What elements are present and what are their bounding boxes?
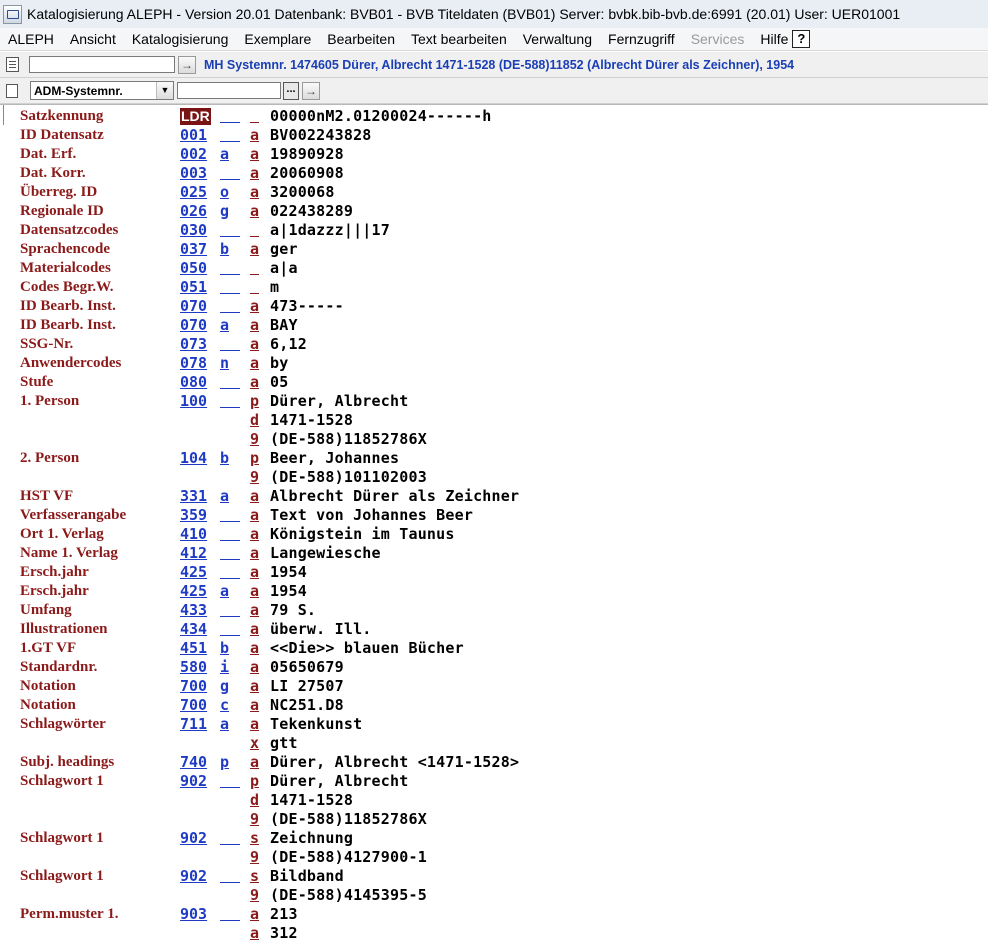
field-value[interactable]: 05650679 <box>270 658 344 676</box>
field-tag[interactable]: LDR <box>181 108 210 124</box>
subfield-code[interactable]: a <box>250 696 260 714</box>
field-tag[interactable]: 331 <box>180 487 208 505</box>
field-tag[interactable]: 580 <box>180 658 208 676</box>
field-indicator[interactable]: a <box>220 487 230 505</box>
field-tag[interactable]: 078 <box>180 354 208 372</box>
subfield-code[interactable]: p <box>250 392 260 410</box>
subfield-code[interactable]: a <box>250 544 260 562</box>
subfield-code[interactable]: a <box>250 297 260 315</box>
field-tag[interactable]: 026 <box>180 202 208 220</box>
field-tag[interactable]: 359 <box>180 506 208 524</box>
field-indicator[interactable]: g <box>220 202 230 220</box>
subfield-code[interactable]: a <box>250 563 260 581</box>
field-label: SSG-Nr. <box>20 336 74 352</box>
field-indicator[interactable] <box>220 109 240 123</box>
field-row[interactable] <box>0 601 988 620</box>
field-value[interactable]: Tekenkunst <box>270 715 363 733</box>
field-indicator[interactable] <box>220 603 240 617</box>
subfield-code[interactable]: a <box>250 487 260 505</box>
field-value[interactable]: (DE-588)11852786X <box>270 430 427 448</box>
field-indicator[interactable]: n <box>220 354 230 372</box>
field-tag[interactable]: 433 <box>180 601 208 619</box>
field-row[interactable] <box>0 278 988 297</box>
field-tag[interactable]: 740 <box>180 753 208 771</box>
field-row[interactable] <box>0 487 988 506</box>
field-label: Verfasserangabe <box>20 507 127 523</box>
field-row[interactable] <box>0 202 988 221</box>
field-value[interactable]: überw. Ill. <box>270 620 372 638</box>
subfield-code[interactable]: a <box>250 202 260 220</box>
subfield-code[interactable]: a <box>250 506 260 524</box>
field-row[interactable] <box>0 164 988 183</box>
field-indicator[interactable]: a <box>220 582 230 600</box>
field-indicator[interactable] <box>220 622 240 636</box>
field-value[interactable]: Dürer, Albrecht <1471-1528> <box>270 753 520 771</box>
field-row[interactable] <box>0 620 988 639</box>
field-value[interactable]: 19890928 <box>270 145 344 163</box>
field-label: Ersch.jahr <box>20 583 89 599</box>
field-row[interactable] <box>0 658 988 677</box>
field-value[interactable]: 1471-1528 <box>270 411 354 429</box>
field-tag[interactable]: 050 <box>180 259 208 277</box>
field-value[interactable]: 312 <box>270 924 298 942</box>
subfield-code[interactable]: a <box>250 183 260 201</box>
field-row[interactable] <box>0 886 988 905</box>
subfield-code[interactable]: 9 <box>250 848 260 866</box>
field-row[interactable] <box>0 791 988 810</box>
field-label: Notation <box>20 697 76 713</box>
field-label: Schlagwörter <box>20 716 106 732</box>
go-arrow-button-2[interactable]: → <box>302 82 320 100</box>
subfield-code[interactable]: a <box>250 354 260 372</box>
field-value[interactable]: 473----- <box>270 297 344 315</box>
field-row[interactable] <box>0 506 988 525</box>
field-indicator[interactable] <box>220 261 240 275</box>
field-value[interactable]: Text von Johannes Beer <box>270 506 474 524</box>
field-label: ID Datensatz <box>20 127 104 143</box>
field-value[interactable]: BV002243828 <box>270 126 372 144</box>
menu-aleph[interactable]: ALEPH <box>8 31 54 47</box>
field-row[interactable] <box>0 145 988 164</box>
field-label: Ersch.jahr <box>20 564 89 580</box>
field-value[interactable]: Bildband <box>270 867 344 885</box>
subfield-code[interactable] <box>250 280 259 294</box>
menu-ansicht[interactable]: Ansicht <box>69 31 116 47</box>
field-indicator[interactable] <box>220 546 240 560</box>
field-indicator[interactable] <box>220 128 240 142</box>
field-label: Regionale ID <box>20 203 104 219</box>
subfield-code[interactable]: a <box>250 335 260 353</box>
field-tag[interactable]: 434 <box>180 620 208 638</box>
field-tag[interactable]: 902 <box>180 829 208 847</box>
field-value[interactable]: Zeichnung <box>270 829 354 847</box>
index-select[interactable] <box>30 81 174 100</box>
field-row[interactable] <box>0 221 988 240</box>
field-row[interactable] <box>0 544 988 563</box>
field-label: 1.GT VF <box>20 640 77 656</box>
field-indicator[interactable]: b <box>220 639 230 657</box>
field-row[interactable] <box>0 810 988 829</box>
field-value[interactable]: 1954 <box>270 563 307 581</box>
field-row[interactable] <box>0 829 988 848</box>
field-value[interactable]: ger <box>270 240 298 258</box>
field-label: Codes Begr.W. <box>20 279 114 295</box>
field-label: Materialcodes <box>20 260 111 276</box>
subfield-code[interactable]: a <box>250 582 260 600</box>
field-row[interactable] <box>0 639 988 658</box>
title-bar <box>0 0 988 29</box>
field-label: ID Bearb. Inst. <box>20 298 116 314</box>
field-tag[interactable]: 410 <box>180 525 208 543</box>
field-row[interactable] <box>0 867 988 886</box>
field-indicator[interactable]: a <box>220 316 230 334</box>
help-icon[interactable]: ? <box>792 30 810 48</box>
field-indicator[interactable] <box>220 280 240 294</box>
subfield-code[interactable]: a <box>250 145 260 163</box>
field-indicator[interactable]: a <box>220 145 230 163</box>
field-tag[interactable]: 002 <box>180 145 208 163</box>
field-label: Dat. Erf. <box>20 146 77 162</box>
field-row[interactable] <box>0 696 988 715</box>
field-value[interactable]: NC251.D8 <box>270 696 344 714</box>
field-indicator[interactable]: o <box>220 183 230 201</box>
field-row[interactable] <box>0 297 988 316</box>
subfield-code[interactable]: d <box>250 411 260 429</box>
field-value[interactable]: 00000nM2.01200024------h <box>270 107 492 125</box>
field-label: Schlagwort 1 <box>20 868 104 884</box>
subfield-code[interactable]: 9 <box>250 430 260 448</box>
field-row[interactable] <box>0 905 988 924</box>
field-row[interactable] <box>0 772 988 791</box>
aleph-app-icon[interactable] <box>3 5 22 24</box>
field-row[interactable] <box>0 316 988 335</box>
field-value[interactable]: Beer, Johannes <box>270 449 400 467</box>
field-indicator[interactable] <box>220 869 240 883</box>
subfield-code[interactable]: a <box>250 373 260 391</box>
field-indicator[interactable]: c <box>220 696 230 714</box>
field-row[interactable] <box>0 848 988 867</box>
system-info-text: MH Systemnr. 1474605 Dürer, Albrecht 1471-1528 (DE-588)11852 (Albrecht Dürer als Zeichner), 1954 <box>204 57 795 72</box>
subfield-code[interactable]: 9 <box>250 886 260 904</box>
menu-bearbeiten[interactable]: Bearbeiten <box>327 31 395 47</box>
menu-text-bearbeiten[interactable]: Text bearbeiten <box>411 31 507 47</box>
field-indicator[interactable] <box>220 508 240 522</box>
field-indicator[interactable] <box>220 299 240 313</box>
field-row[interactable] <box>0 468 988 487</box>
subfield-code[interactable]: a <box>250 905 260 923</box>
field-value[interactable]: 022438289 <box>270 202 354 220</box>
field-tag[interactable]: 025 <box>180 183 208 201</box>
field-indicator[interactable] <box>220 166 240 180</box>
field-tag[interactable]: 070 <box>180 297 208 315</box>
field-value[interactable]: 1471-1528 <box>270 791 354 809</box>
field-tag[interactable]: 070 <box>180 316 208 334</box>
record-icon[interactable] <box>6 57 19 72</box>
subfield-code[interactable]: a <box>250 715 260 733</box>
field-tag[interactable]: 073 <box>180 335 208 353</box>
field-label: Notation <box>20 678 76 694</box>
field-indicator[interactable] <box>220 337 240 351</box>
field-tag[interactable]: 030 <box>180 221 208 239</box>
browse-button[interactable]: ... <box>283 82 299 100</box>
field-tag[interactable]: 037 <box>180 240 208 258</box>
field-tag[interactable]: 001 <box>180 126 208 144</box>
field-row[interactable] <box>0 715 988 734</box>
subfield-code[interactable]: p <box>250 772 260 790</box>
chevron-down-icon[interactable]: ▼ <box>156 82 173 99</box>
index-toolbar <box>0 78 988 104</box>
field-row[interactable] <box>0 240 988 259</box>
field-row[interactable] <box>0 430 988 449</box>
field-label: Schlagwort 1 <box>20 773 104 789</box>
subfield-code[interactable]: p <box>250 449 260 467</box>
field-indicator[interactable] <box>220 394 240 408</box>
field-value[interactable]: 20060908 <box>270 164 344 182</box>
window-title: Katalogisierung ALEPH - Version 20.01 Datenbank: BVB01 - BVB Titeldaten (BVB01) Server: bvbk.bib-bvb.de:6991 (20.01) User: UER01001 <box>27 6 901 22</box>
subfield-code[interactable]: a <box>250 525 260 543</box>
field-value[interactable]: (DE-588)4127900-1 <box>270 848 427 866</box>
field-value[interactable]: Dürer, Albrecht <box>270 772 409 790</box>
field-value[interactable]: by <box>270 354 289 372</box>
field-indicator[interactable] <box>220 375 240 389</box>
field-row[interactable] <box>0 354 988 373</box>
field-indicator[interactable] <box>220 223 240 237</box>
subfield-code[interactable]: a <box>250 316 260 334</box>
field-indicator[interactable]: b <box>220 240 230 258</box>
field-label: 1. Person <box>20 393 80 409</box>
field-indicator[interactable] <box>220 907 240 921</box>
field-label: Subj. headings <box>20 754 115 770</box>
field-label: Perm.muster 1. <box>20 906 119 922</box>
subfield-code[interactable] <box>250 109 259 123</box>
field-label: Sprachencode <box>20 241 110 257</box>
subfield-code[interactable]: a <box>250 620 260 638</box>
field-value[interactable]: Albrecht Dürer als Zeichner <box>270 487 520 505</box>
subfield-code[interactable]: a <box>250 164 260 182</box>
field-label: Dat. Korr. <box>20 165 86 181</box>
field-value[interactable]: m <box>270 278 280 296</box>
field-indicator[interactable] <box>220 774 240 788</box>
field-row[interactable] <box>0 335 988 354</box>
field-row[interactable] <box>0 392 988 411</box>
field-value[interactable]: (DE-588)11852786X <box>270 810 427 828</box>
field-row[interactable] <box>0 525 988 544</box>
field-label: Schlagwort 1 <box>20 830 104 846</box>
field-indicator[interactable] <box>220 565 240 579</box>
field-indicator[interactable]: p <box>220 753 230 771</box>
field-indicator[interactable] <box>220 527 240 541</box>
field-label: Datensatzcodes <box>20 222 119 238</box>
field-indicator[interactable]: a <box>220 715 230 733</box>
field-row[interactable] <box>0 107 988 126</box>
field-tag[interactable]: 902 <box>180 772 208 790</box>
subfield-code[interactable]: s <box>250 829 260 847</box>
field-tag[interactable]: 425 <box>180 582 208 600</box>
field-tag[interactable]: 080 <box>180 373 208 391</box>
field-value[interactable]: 05 <box>270 373 289 391</box>
field-tag[interactable]: 412 <box>180 544 208 562</box>
catalog-record <box>0 104 988 952</box>
field-label: Ort 1. Verlag <box>20 526 104 542</box>
subfield-code[interactable]: a <box>250 924 260 942</box>
field-tag[interactable]: 425 <box>180 563 208 581</box>
subfield-code[interactable]: a <box>250 658 260 676</box>
subfield-code[interactable]: a <box>250 639 260 657</box>
field-tag[interactable]: 902 <box>180 867 208 885</box>
field-label: Name 1. Verlag <box>20 545 118 561</box>
field-value[interactable]: gtt <box>270 734 298 752</box>
menu-verwaltung[interactable]: Verwaltung <box>522 31 593 47</box>
field-value[interactable]: BAY <box>270 316 298 334</box>
subfield-code[interactable] <box>250 223 259 237</box>
subfield-code[interactable]: 9 <box>250 810 260 828</box>
menu-hilfe[interactable]: Hilfe <box>760 31 789 47</box>
field-row[interactable] <box>0 563 988 582</box>
field-value[interactable]: Langewiesche <box>270 544 381 562</box>
field-row[interactable] <box>0 126 988 145</box>
field-row[interactable] <box>0 411 988 430</box>
menu-services[interactable]: Services <box>690 31 745 47</box>
field-label: Illustrationen <box>20 621 108 637</box>
field-tag[interactable]: 100 <box>180 392 208 410</box>
subfield-code[interactable]: a <box>250 126 260 144</box>
system-number-input[interactable] <box>29 56 175 73</box>
field-row[interactable] <box>0 734 988 753</box>
field-label: 2. Person <box>20 450 80 466</box>
subfield-code[interactable]: x <box>250 734 260 752</box>
field-tag[interactable]: 903 <box>180 905 208 923</box>
record-toolbar <box>0 52 988 78</box>
subfield-code[interactable]: s <box>250 867 260 885</box>
field-tag[interactable]: 700 <box>180 696 208 714</box>
field-value[interactable]: a|1dazzz|||17 <box>270 221 390 239</box>
field-value[interactable]: (DE-588)4145395-5 <box>270 886 427 904</box>
field-value[interactable]: 79 S. <box>270 601 317 619</box>
field-label: Überreg. ID <box>20 184 98 200</box>
field-row[interactable] <box>0 582 988 601</box>
subfield-code[interactable]: d <box>250 791 260 809</box>
field-label: ID Bearb. Inst. <box>20 317 116 333</box>
menu-fernzugriff[interactable]: Fernzugriff <box>608 31 675 47</box>
field-label: Umfang <box>20 602 72 618</box>
field-value[interactable]: 6,12 <box>270 335 307 353</box>
subfield-code[interactable]: a <box>250 753 260 771</box>
field-value[interactable]: (DE-588)101102003 <box>270 468 427 486</box>
field-indicator[interactable]: i <box>220 658 230 676</box>
field-tag[interactable]: 700 <box>180 677 208 695</box>
menu-bar <box>0 28 988 51</box>
field-value[interactable]: Königstein im Taunus <box>270 525 455 543</box>
menu-katalogisierung[interactable]: Katalogisierung <box>131 31 229 47</box>
field-row[interactable] <box>0 753 988 772</box>
subfield-code[interactable]: a <box>250 677 260 695</box>
field-label: Anwendercodes <box>20 355 122 371</box>
copy-icon[interactable] <box>6 84 18 98</box>
field-value[interactable]: Dürer, Albrecht <box>270 392 409 410</box>
field-tag[interactable]: 711 <box>180 715 208 733</box>
field-value[interactable]: 3200068 <box>270 183 335 201</box>
field-row[interactable] <box>0 373 988 392</box>
field-value[interactable]: 1954 <box>270 582 307 600</box>
field-indicator[interactable] <box>220 831 240 845</box>
field-row[interactable] <box>0 924 988 943</box>
field-value[interactable]: 213 <box>270 905 298 923</box>
field-tag[interactable]: 104 <box>180 449 208 467</box>
index-select-value: ADM-Systemnr. <box>34 83 123 98</box>
field-tag[interactable]: 451 <box>180 639 208 657</box>
field-label: Stufe <box>20 374 54 390</box>
menu-exemplare[interactable]: Exemplare <box>244 31 312 47</box>
index-value-input[interactable] <box>177 82 281 99</box>
subfield-code[interactable]: a <box>250 240 260 258</box>
field-indicator[interactable]: g <box>220 677 230 695</box>
field-tag[interactable]: 003 <box>180 164 208 182</box>
field-value[interactable]: <<Die>> blauen Bücher <box>270 639 464 657</box>
field-label: Satzkennung <box>20 108 104 124</box>
field-row[interactable] <box>0 259 988 278</box>
subfield-code[interactable]: a <box>250 601 260 619</box>
field-value[interactable]: a|a <box>270 259 298 277</box>
field-indicator[interactable]: b <box>220 449 230 467</box>
field-row[interactable] <box>0 677 988 696</box>
subfield-code[interactable]: 9 <box>250 468 260 486</box>
field-row[interactable] <box>0 449 988 468</box>
field-row[interactable] <box>0 183 988 202</box>
field-label: HST VF <box>20 488 74 504</box>
field-value[interactable]: LI 27507 <box>270 677 344 695</box>
field-label: Standardnr. <box>20 659 98 675</box>
field-tag[interactable]: 051 <box>180 278 208 296</box>
subfield-code[interactable] <box>250 261 259 275</box>
go-arrow-button[interactable]: → <box>178 56 196 74</box>
